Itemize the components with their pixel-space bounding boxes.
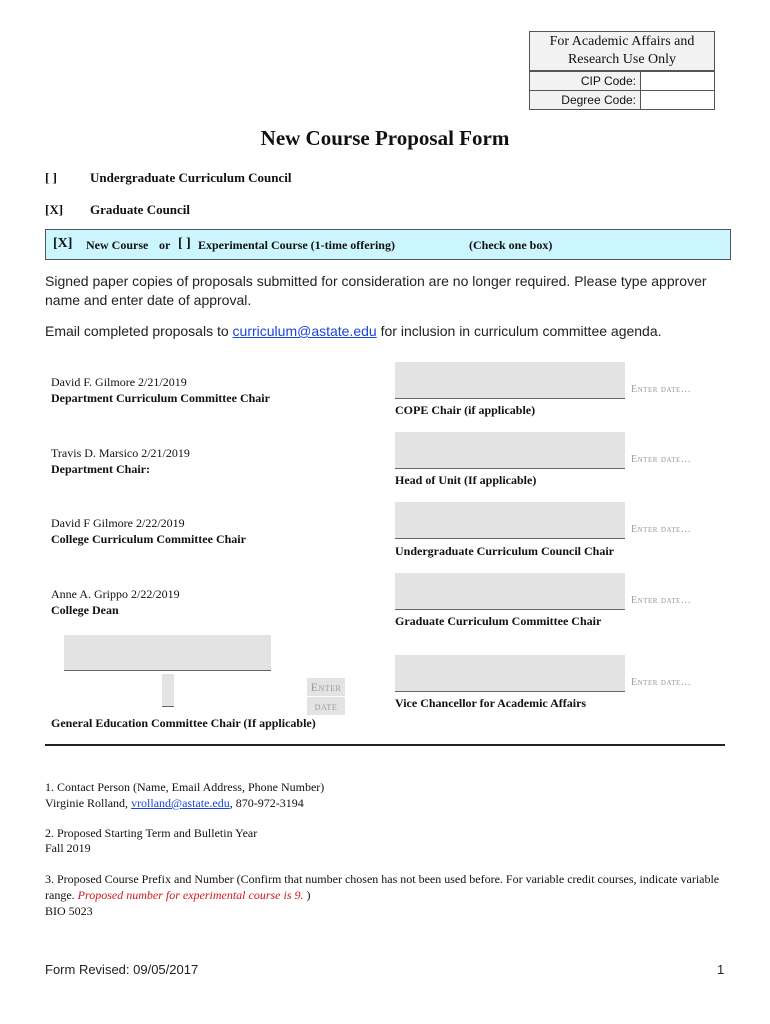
vice-chancellor-signature-field[interactable] <box>395 655 625 692</box>
new-course-label: New Course <box>86 238 149 252</box>
signer-dept-curriculum-chair <box>51 374 270 406</box>
signer-role: College Curriculum Committee Chair <box>51 532 246 546</box>
gen-ed-chair-signature-field[interactable] <box>64 635 271 671</box>
curriculum-email-link[interactable]: curriculum@astate.edu <box>232 323 377 339</box>
section-divider <box>45 744 725 746</box>
ucc-chair-date-field[interactable]: Enter date… <box>631 524 692 535</box>
vice-chancellor-role: Vice Chancellor for Academic Affairs <box>395 696 587 710</box>
degree-code-field[interactable] <box>641 91 714 109</box>
cip-code-row <box>530 71 714 90</box>
signed-copies-note: Signed paper copies of proposals submitted for consideration are no longer required. Please type approver name and enter date of approval. <box>45 273 707 308</box>
head-of-unit-signature-field[interactable] <box>395 432 625 469</box>
degree-code-row <box>530 90 714 109</box>
experimental-number-note: Proposed number for experimental course is 9. <box>77 888 304 902</box>
experimental-course-label: Experimental Course (1-time offering) <box>198 238 395 252</box>
vice-chancellor-date-field[interactable]: Enter date… <box>631 677 692 688</box>
experimental-course-checkbox[interactable]: [ ] <box>178 236 191 251</box>
academic-affairs-use-table <box>529 31 715 110</box>
cope-chair-role: COPE Chair (if applicable) <box>395 403 536 417</box>
question-course-prefix-main: 3. Proposed Course Prefix and Number (Confirm that number chosen has not been used before. For variable credit courses, indicate variable range. <box>45 872 720 902</box>
form-revised-date: Form Revised: 09/05/2017 <box>45 962 199 977</box>
signer-name[interactable]: Travis D. Marsico 2/21/2019 <box>51 446 190 460</box>
new-course-checkbox[interactable]: [X] <box>53 236 73 251</box>
gcc-chair-role: Graduate Curriculum Committee Chair <box>395 614 602 628</box>
contact-phone: , 870-972-3194 <box>229 796 304 810</box>
head-of-unit-date-field[interactable]: Enter date… <box>631 454 692 465</box>
question-course-prefix-end: ) <box>303 888 311 902</box>
ucc-chair-role: Undergraduate Curriculum Council Chair <box>395 544 614 558</box>
graduate-council-label: Graduate Council <box>90 202 191 217</box>
signer-role: College Dean <box>51 603 119 617</box>
or-label: or <box>159 238 171 252</box>
use-only-heading: For Academic Affairs and Research Use Only <box>530 32 714 71</box>
gen-ed-chair-role: General Education Committee Chair (If applicable) <box>51 716 316 730</box>
cope-chair-date-field[interactable]: Enter date… <box>631 384 692 395</box>
head-of-unit-role: Head of Unit (If applicable) <box>395 473 537 487</box>
answer-contact-person <box>45 795 304 811</box>
undergrad-council-label: Undergraduate Curriculum Council <box>90 170 292 185</box>
gcc-chair-date-field[interactable]: Enter date… <box>631 595 692 606</box>
answer-starting-term[interactable]: Fall 2019 <box>45 841 91 855</box>
signer-name[interactable]: Anne A. Grippo 2/22/2019 <box>51 587 180 601</box>
contact-email-link[interactable]: vrolland@astate.edu <box>131 796 230 810</box>
cip-code-field[interactable] <box>641 72 714 90</box>
signer-college-dean <box>51 586 180 618</box>
gen-ed-chair-signature-line <box>162 706 174 707</box>
gen-ed-date-enter[interactable]: Enter <box>307 678 345 696</box>
signer-name[interactable]: David F Gilmore 2/22/2019 <box>51 516 185 530</box>
question-starting-term: 2. Proposed Starting Term and Bulletin Year <box>45 826 258 840</box>
degree-code-label: Degree Code: <box>530 91 641 109</box>
answer-course-prefix[interactable]: BIO 5023 <box>45 904 93 918</box>
cope-chair-signature-field[interactable] <box>395 362 625 399</box>
signer-role: Department Chair: <box>51 462 150 476</box>
gen-ed-chair-signature-marker <box>162 674 174 706</box>
page-title: New Course Proposal Form <box>260 126 510 150</box>
ucc-chair-signature-field[interactable] <box>395 502 625 539</box>
email-note <box>45 322 735 341</box>
page-number: 1 <box>717 962 725 977</box>
gen-ed-date-date[interactable]: date <box>307 697 345 715</box>
contact-name: Virginie Rolland, <box>45 796 132 810</box>
check-one-hint: (Check one box) <box>469 238 553 252</box>
signer-name[interactable]: David F. Gilmore 2/21/2019 <box>51 375 187 389</box>
graduate-council-checkbox[interactable]: [X] <box>45 202 64 217</box>
signer-role: Department Curriculum Committee Chair <box>51 391 270 405</box>
email-note-prefix: Email completed proposals to <box>45 323 233 339</box>
gcc-chair-signature-field[interactable] <box>395 573 625 610</box>
question-course-prefix <box>45 871 725 903</box>
undergrad-council-checkbox[interactable]: [ ] <box>45 170 57 185</box>
email-note-suffix: for inclusion in curriculum committee agenda. <box>376 323 662 339</box>
question-contact-person: 1. Contact Person (Name, Email Address, Phone Number) <box>45 780 325 794</box>
course-type-box <box>45 229 731 260</box>
cip-code-label: CIP Code: <box>530 72 641 90</box>
signer-college-curriculum-chair <box>51 515 246 547</box>
signer-dept-chair <box>51 445 190 477</box>
